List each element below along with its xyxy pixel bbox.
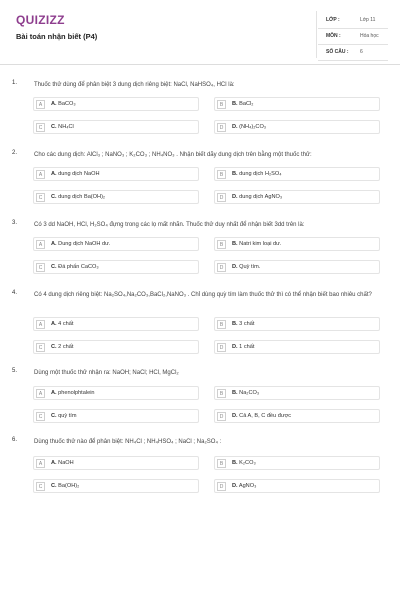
option-letter: D	[217, 482, 226, 491]
meta-label: LỚP :	[326, 17, 340, 23]
option-5d[interactable]	[214, 409, 380, 423]
option-text: phenolphtalein	[58, 390, 95, 396]
option-letter: B	[217, 459, 226, 468]
meta-value: 6	[360, 49, 363, 55]
option-2b[interactable]	[214, 167, 380, 181]
option-text: BaCl₂	[239, 101, 254, 107]
option-letter: B	[217, 320, 226, 329]
option-label: B.	[232, 390, 238, 396]
option-letter: B	[217, 389, 226, 398]
meta-value: Lớp 11	[360, 17, 376, 23]
option-label: B.	[232, 101, 238, 107]
option-letter: C	[36, 123, 45, 132]
option-label: C.	[51, 124, 57, 130]
option-3a[interactable]	[33, 237, 199, 251]
question-text: Có 3 dd NaOH, HCl, H₂SO₄ đựng trong các lọ mất nhãn. Thuốc thử duy nhất để nhận biết 3dd trên là:	[34, 222, 305, 228]
option-text: Cả A, B, C đều được	[239, 413, 292, 419]
option-text: Dung dịch NaOH dư.	[58, 241, 111, 247]
option-text: Na₂CO₃	[239, 390, 260, 396]
option-text: NH₄Cl	[58, 124, 74, 130]
option-letter: A	[36, 170, 45, 179]
option-letter: D	[217, 412, 226, 421]
option-letter: A	[36, 459, 45, 468]
question-number: 3.	[12, 220, 18, 226]
option-letter: A	[36, 100, 45, 109]
option-1b[interactable]	[214, 97, 380, 111]
option-text: dung dịch NaOH	[58, 171, 100, 177]
option-4d[interactable]	[214, 340, 380, 354]
option-letter: C	[36, 263, 45, 272]
option-text: dung dịch AgNO₃	[239, 194, 283, 200]
option-text: Quỳ tím.	[239, 264, 261, 270]
option-4a[interactable]	[33, 317, 199, 331]
option-text: 1 chất	[239, 344, 255, 350]
meta-row-class	[318, 13, 388, 29]
option-3c[interactable]	[33, 260, 199, 274]
option-text: AgNO₃	[238, 483, 257, 489]
option-letter: B	[217, 170, 226, 179]
option-6c[interactable]	[33, 479, 199, 493]
meta-row-subject	[318, 29, 388, 45]
option-3b[interactable]	[214, 237, 380, 251]
option-text: Đá phấn CaCO₃	[58, 264, 99, 270]
option-label: B.	[232, 241, 238, 247]
question-number: 4.	[12, 290, 18, 296]
page-title: Bài toán nhận biết (P4)	[16, 32, 98, 41]
option-label: A.	[51, 390, 57, 396]
question-text: Có 4 dung dịch riêng biệt: Na₂SO₄,Na₂CO₃,BaCl₂,NaNO₃ . Chỉ dùng quỳ tím làm thuốc thử thì có thể nhận biết bao nhiêu chất?	[34, 292, 372, 298]
question-number: 6.	[12, 437, 18, 443]
option-letter: A	[36, 320, 45, 329]
option-label: C.	[51, 264, 57, 270]
option-5b[interactable]	[214, 386, 380, 400]
option-label: D.	[232, 344, 238, 350]
option-letter: B	[217, 240, 226, 249]
option-text: K₂CO₃	[239, 460, 256, 466]
option-1a[interactable]	[33, 97, 199, 111]
option-2a[interactable]	[33, 167, 199, 181]
option-letter: A	[36, 240, 45, 249]
option-4b[interactable]	[214, 317, 380, 331]
question-number: 5.	[12, 368, 18, 374]
option-label: D.	[232, 124, 238, 130]
option-label: A.	[51, 321, 57, 327]
option-label: C.	[51, 483, 57, 489]
option-letter: D	[217, 193, 226, 202]
option-text: Ba(OH)₂	[58, 483, 80, 489]
option-label: B.	[232, 460, 238, 466]
quizizz-logo: QUIZIZZ	[16, 13, 65, 27]
option-1c[interactable]	[33, 120, 199, 134]
question-text: Dùng một thuốc thử nhận ra: NaOH; NaCl; HCl, MgCl₂	[34, 370, 179, 376]
option-label: D.	[232, 264, 238, 270]
option-5a[interactable]	[33, 386, 199, 400]
meta-label: SỐ CÂU :	[326, 49, 349, 55]
meta-value: Hóa học	[360, 33, 379, 39]
option-letter: B	[217, 100, 226, 109]
option-1d[interactable]	[214, 120, 380, 134]
option-6a[interactable]	[33, 456, 199, 470]
option-letter: C	[36, 482, 45, 491]
option-2d[interactable]	[214, 190, 380, 204]
option-label: C.	[51, 413, 57, 419]
option-label: A.	[51, 460, 57, 466]
option-letter: D	[217, 263, 226, 272]
option-label: D.	[232, 194, 238, 200]
option-label: A.	[51, 101, 57, 107]
option-text: BaCO₃	[58, 101, 76, 107]
option-text: 4 chất	[58, 321, 74, 327]
option-label: C.	[51, 344, 57, 350]
option-text: (NH₄)₂CO₃	[239, 124, 267, 130]
option-4c[interactable]	[33, 340, 199, 354]
option-letter: C	[36, 412, 45, 421]
option-label: B.	[232, 321, 238, 327]
option-6b[interactable]	[214, 456, 380, 470]
option-label: D.	[232, 483, 238, 489]
option-text: dung dịch H₂SO₄	[239, 171, 282, 177]
question-text: Cho các dung dịch: AlCl₃ ; NaNO₃ ; K₂CO₃ ; NH₄NO₃ . Nhận biết dãy dung dịch trên bằng một thuốc thử:	[34, 152, 312, 158]
option-letter: A	[36, 389, 45, 398]
option-6d[interactable]	[214, 479, 380, 493]
question-text: Dùng thuốc thử nào để phân biệt: NH₄Cl ; NH₄HSO₄ ; NaCl ; Na₂SO₄ :	[34, 439, 222, 445]
meta-row-count	[318, 45, 388, 61]
option-text: Natri kim loại dư.	[239, 241, 282, 247]
option-letter: D	[217, 123, 226, 132]
question-number: 1.	[12, 80, 18, 86]
option-letter: D	[217, 343, 226, 352]
option-label: B.	[232, 171, 238, 177]
meta-label: MÔN :	[326, 33, 341, 39]
meta-table	[318, 13, 388, 61]
option-text: dung dịch Ba(OH)₂	[58, 194, 106, 200]
option-text: quỳ tím	[58, 413, 77, 419]
option-label: C.	[51, 194, 57, 200]
option-2c[interactable]	[33, 190, 199, 204]
option-letter: C	[36, 193, 45, 202]
option-text: 3 chất	[239, 321, 255, 327]
option-label: D.	[232, 413, 238, 419]
option-5c[interactable]	[33, 409, 199, 423]
header-divider	[0, 64, 400, 65]
option-label: A.	[51, 171, 57, 177]
option-text: NaOH	[58, 460, 74, 466]
option-letter: C	[36, 343, 45, 352]
option-label: A.	[51, 241, 57, 247]
question-number: 2.	[12, 150, 18, 156]
option-3d[interactable]	[214, 260, 380, 274]
option-text: 2 chất	[58, 344, 74, 350]
question-text: Thuốc thử dùng để phân biệt 3 dung dịch riêng biệt: NaCl, NaHSO₄, HCl là:	[34, 82, 235, 88]
